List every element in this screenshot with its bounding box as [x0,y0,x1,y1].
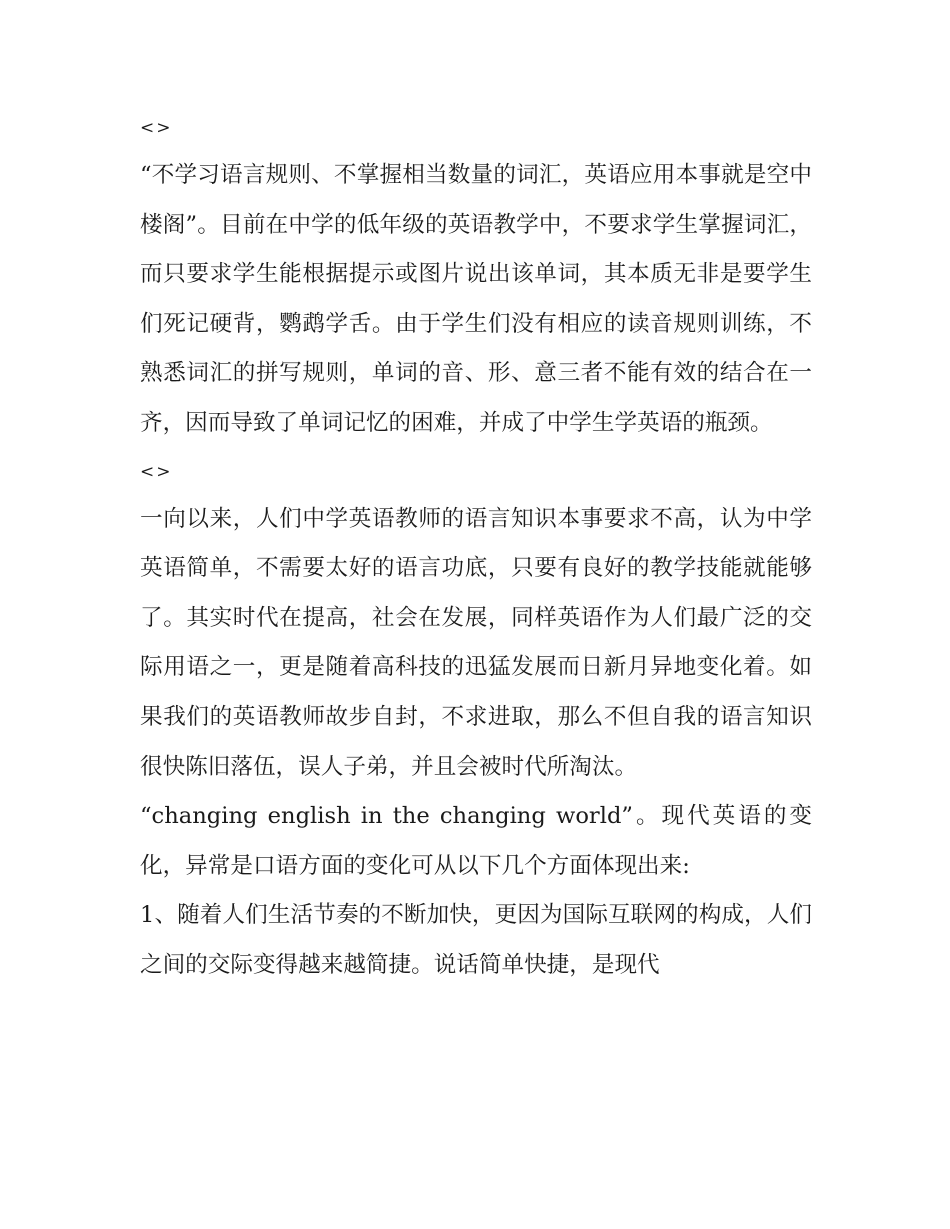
paragraph-point-one: 1、随着人们生活节奏的不断加快，更因为国际互联网的构成，人们之间的交际变得越来越简捷。说话简单快捷，是现代 [140,902,812,978]
section-marker: <> [140,118,173,138]
paragraph-changing-english: “changing english in the changing world”。现代英语的变化，异常是口语方面的变化可从以下几个方面体现出来: [140,803,812,879]
paragraph-teacher-knowledge: 一向以来，人们中学英语教师的语言知识本事要求不高，认为中学英语简单，不需要太好的语言功底，只要有良好的教学技能就能够了。其实时代在提高，社会在发展，同样英语作为人们最广泛的交际用语之一，更是随着高科技的迅猛发展而日新月异地变化着。如果我们的英语教师故步自封，不求进取，那么不但自我的语言知识很快陈旧落伍，误人子弟，并且会被时代所淘汰。 [140,505,812,780]
paragraph-vocabulary: “不学习语言规则、不掌握相当数量的词汇，英语应用本事就是空中楼阁”。目前在中学的低年级的英语教学中，不要求学生掌握词汇，而只要求学生能根据提示或图片说出该单词，其本质无非是要学生们死记硬背，鹦鹉学舌。由于学生们没有相应的读音规则训练，不熟悉词汇的拼写规则，单词的音、形、意三者不能有效的结合在一齐，因而导致了单词记忆的困难，并成了中学生学英语的瓶颈。 [140,162,812,436]
section-marker: <> [140,461,173,482]
document-page [140,105,812,991]
